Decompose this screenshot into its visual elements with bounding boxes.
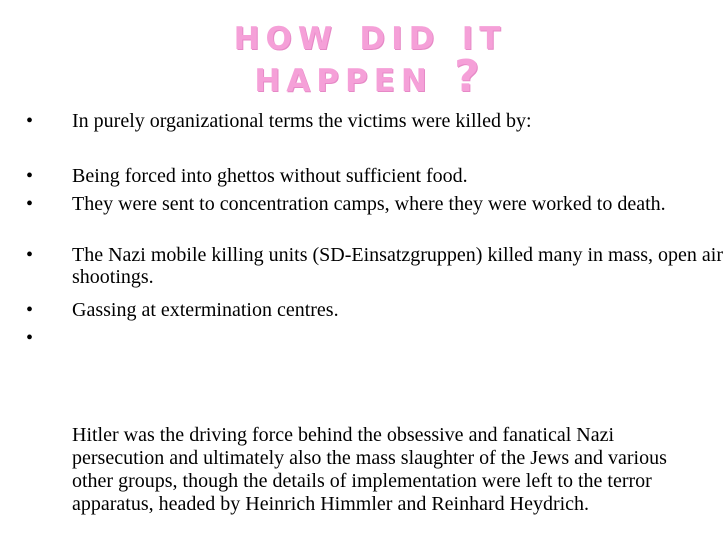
bullet-item	[20, 110, 728, 132]
bullet-marker: •	[26, 327, 34, 349]
bullet-text: The Nazi mobile killing units (SD-Einsatzgruppen) killed many in mass, open air shootings.	[72, 244, 723, 288]
bullet-marker: •	[26, 193, 34, 215]
bullet-marker: •	[26, 165, 34, 187]
bullet-item	[20, 299, 728, 321]
bullet-text: In purely organizational terms the victims were killed by:	[72, 110, 532, 132]
slide-title-line-2: happen ?	[254, 51, 486, 102]
bullet-marker: •	[26, 299, 34, 321]
bullet-item	[20, 244, 728, 288]
body-paragraph: Hitler was the driving force behind the obsessive and fanatical Nazi persecution and ultimately also the mass slaughter of the Jews and various other groups, though the details of implementation were left to the terror apparatus, headed by Heinrich Himmler and Reinhard Heydrich.	[72, 424, 667, 515]
bullet-text: Being forced into ghettos without sufficient food.	[72, 165, 468, 187]
bullet-text: Gassing at extermination centres.	[72, 299, 339, 321]
slide-title	[110, 9, 630, 102]
bullet-item	[20, 165, 728, 187]
bullet-text: They were sent to concentration camps, where they were worked to death.	[72, 193, 666, 215]
bullet-item	[20, 193, 692, 215]
bullet-marker: •	[26, 110, 34, 132]
slide-title-line-1: how did it	[233, 9, 507, 60]
bullet-marker: •	[26, 244, 34, 266]
